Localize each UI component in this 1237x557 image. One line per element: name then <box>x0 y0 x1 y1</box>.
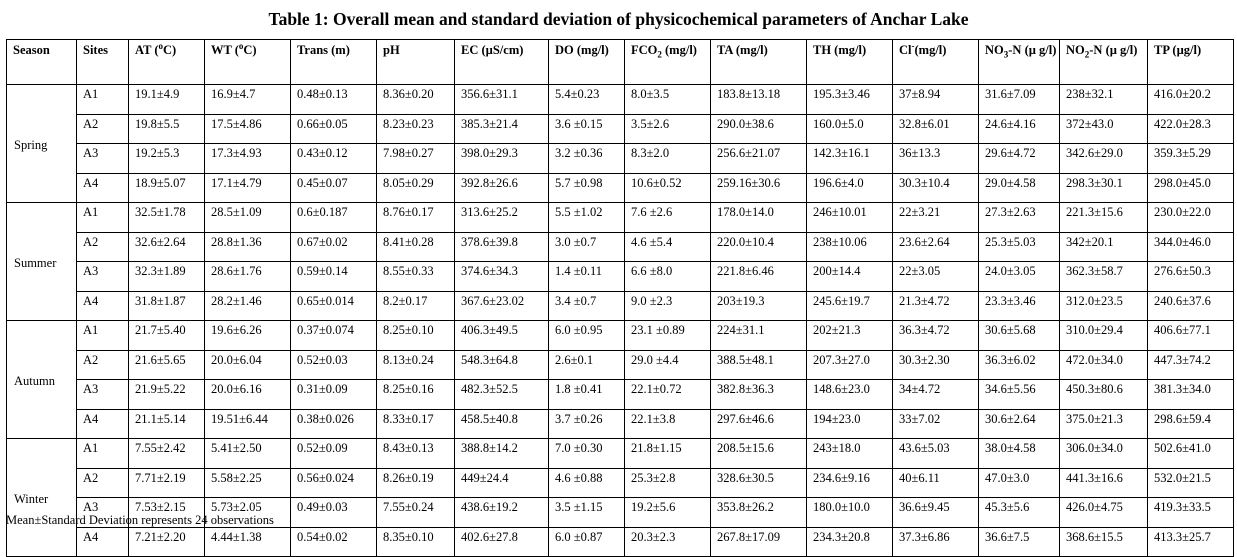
season-cell: Spring <box>7 85 77 203</box>
season-cell: Autumn <box>7 321 77 439</box>
site-cell: A3 <box>77 262 129 292</box>
column-header: Trans (m) <box>291 40 377 85</box>
value-cell: 234.3±20.8 <box>807 527 893 557</box>
value-cell: 422.0±28.3 <box>1148 114 1234 144</box>
value-cell: 297.6±46.6 <box>711 409 807 439</box>
value-cell: 8.0±3.5 <box>625 85 711 115</box>
table-row <box>7 527 1234 557</box>
value-cell: 28.8±1.36 <box>205 232 291 262</box>
value-cell: 36.6±7.5 <box>979 527 1060 557</box>
value-cell: 482.3±52.5 <box>455 380 549 410</box>
value-cell: 368.6±15.5 <box>1060 527 1148 557</box>
site-cell: A2 <box>77 232 129 262</box>
table-row <box>7 232 1234 262</box>
value-cell: 8.25±0.16 <box>377 380 455 410</box>
value-cell: 359.3±5.29 <box>1148 144 1234 174</box>
value-cell: 298.3±30.1 <box>1060 173 1148 203</box>
value-cell: 406.3±49.5 <box>455 321 549 351</box>
table-body <box>7 85 1234 557</box>
value-cell: 32.3±1.89 <box>129 262 205 292</box>
column-header: EC (µS/cm) <box>455 40 549 85</box>
value-cell: 388.8±14.2 <box>455 439 549 469</box>
value-cell: 8.25±0.10 <box>377 321 455 351</box>
value-cell: 441.3±16.6 <box>1060 468 1148 498</box>
value-cell: 22.1±0.72 <box>625 380 711 410</box>
value-cell: 16.9±4.7 <box>205 85 291 115</box>
value-cell: 313.6±25.2 <box>455 203 549 233</box>
value-cell: 1.8 ±0.41 <box>549 380 625 410</box>
column-header: $FCO_2$ (mg/l) <box>625 40 711 85</box>
value-cell: 5.41±2.50 <box>205 439 291 469</box>
value-cell: 240.6±37.6 <box>1148 291 1234 321</box>
value-cell: 449±24.4 <box>455 468 549 498</box>
value-cell: 21.8±1.15 <box>625 439 711 469</box>
header-row <box>7 40 1234 85</box>
value-cell: 0.65±0.014 <box>291 291 377 321</box>
value-cell: 21.3±4.72 <box>893 291 979 321</box>
value-cell: 0.52±0.03 <box>291 350 377 380</box>
value-cell: 178.0±14.0 <box>711 203 807 233</box>
value-cell: 238±10.06 <box>807 232 893 262</box>
value-cell: 33±7.02 <box>893 409 979 439</box>
value-cell: 45.3±5.6 <box>979 498 1060 528</box>
value-cell: 2.6±0.1 <box>549 350 625 380</box>
value-cell: 17.3±4.93 <box>205 144 291 174</box>
value-cell: 8.26±0.19 <box>377 468 455 498</box>
table-row <box>7 203 1234 233</box>
table-row <box>7 409 1234 439</box>
value-cell: 17.1±4.79 <box>205 173 291 203</box>
value-cell: 382.8±36.3 <box>711 380 807 410</box>
site-cell: A2 <box>77 114 129 144</box>
value-cell: 378.6±39.8 <box>455 232 549 262</box>
value-cell: 28.5±1.09 <box>205 203 291 233</box>
table-row <box>7 114 1234 144</box>
value-cell: 183.8±13.18 <box>711 85 807 115</box>
value-cell: 29.0±4.58 <box>979 173 1060 203</box>
value-cell: 30.6±2.64 <box>979 409 1060 439</box>
value-cell: 19.51±6.44 <box>205 409 291 439</box>
value-cell: 256.6±21.07 <box>711 144 807 174</box>
value-cell: 36.3±6.02 <box>979 350 1060 380</box>
value-cell: 21.7±5.40 <box>129 321 205 351</box>
value-cell: 1.4 ±0.11 <box>549 262 625 292</box>
season-cell: Winter <box>7 439 77 557</box>
column-header: TP (µg/l) <box>1148 40 1234 85</box>
value-cell: 221.3±15.6 <box>1060 203 1148 233</box>
value-cell: 3.5 ±1.15 <box>549 498 625 528</box>
value-cell: 19.6±6.26 <box>205 321 291 351</box>
value-cell: 0.37±0.074 <box>291 321 377 351</box>
value-cell: 5.73±2.05 <box>205 498 291 528</box>
value-cell: 32.5±1.78 <box>129 203 205 233</box>
column-header: AT ($^o$C) <box>129 40 205 85</box>
value-cell: 259.16±30.6 <box>711 173 807 203</box>
value-cell: 28.2±1.46 <box>205 291 291 321</box>
value-cell: 532.0±21.5 <box>1148 468 1234 498</box>
table-row <box>7 468 1234 498</box>
value-cell: 23.3±3.46 <box>979 291 1060 321</box>
value-cell: 353.8±26.2 <box>711 498 807 528</box>
value-cell: 344.0±46.0 <box>1148 232 1234 262</box>
value-cell: 362.3±58.7 <box>1060 262 1148 292</box>
value-cell: 8.35±0.10 <box>377 527 455 557</box>
value-cell: 8.05±0.29 <box>377 173 455 203</box>
value-cell: 328.6±30.5 <box>711 468 807 498</box>
value-cell: 142.3±16.1 <box>807 144 893 174</box>
value-cell: 221.8±6.46 <box>711 262 807 292</box>
value-cell: 20.0±6.04 <box>205 350 291 380</box>
value-cell: 5.58±2.25 <box>205 468 291 498</box>
value-cell: 194±23.0 <box>807 409 893 439</box>
value-cell: 8.23±0.23 <box>377 114 455 144</box>
value-cell: 30.3±2.30 <box>893 350 979 380</box>
value-cell: 548.3±64.8 <box>455 350 549 380</box>
table-row <box>7 350 1234 380</box>
value-cell: 10.6±0.52 <box>625 173 711 203</box>
value-cell: 372±43.0 <box>1060 114 1148 144</box>
value-cell: 200±14.4 <box>807 262 893 292</box>
table-row <box>7 173 1234 203</box>
value-cell: 0.59±0.14 <box>291 262 377 292</box>
value-cell: 21.1±5.14 <box>129 409 205 439</box>
value-cell: 367.6±23.02 <box>455 291 549 321</box>
table-row <box>7 380 1234 410</box>
value-cell: 7.71±2.19 <box>129 468 205 498</box>
table-title: Table 1: Overall mean and standard deviation of physicochemical parameters of Anchar Lake <box>268 9 969 29</box>
value-cell: 19.2±5.6 <box>625 498 711 528</box>
value-cell: 23.6±2.64 <box>893 232 979 262</box>
value-cell: 180.0±10.0 <box>807 498 893 528</box>
value-cell: 450.3±80.6 <box>1060 380 1148 410</box>
table-row <box>7 262 1234 292</box>
value-cell: 3.5±2.6 <box>625 114 711 144</box>
value-cell: 196.6±4.0 <box>807 173 893 203</box>
value-cell: 36.6±9.45 <box>893 498 979 528</box>
value-cell: 5.4±0.23 <box>549 85 625 115</box>
value-cell: 0.6±0.187 <box>291 203 377 233</box>
value-cell: 298.6±59.4 <box>1148 409 1234 439</box>
value-cell: 32.6±2.64 <box>129 232 205 262</box>
value-cell: 5.5 ±1.02 <box>549 203 625 233</box>
value-cell: 234.6±9.16 <box>807 468 893 498</box>
column-header: $NO_3-N$ (µ g/l) <box>979 40 1060 85</box>
value-cell: 342.6±29.0 <box>1060 144 1148 174</box>
value-cell: 7.98±0.27 <box>377 144 455 174</box>
value-cell: 4.6 ±5.4 <box>625 232 711 262</box>
value-cell: 3.6 ±0.15 <box>549 114 625 144</box>
physicochemical-table <box>6 39 1234 557</box>
value-cell: 392.8±26.6 <box>455 173 549 203</box>
value-cell: 238±32.1 <box>1060 85 1148 115</box>
value-cell: 0.52±0.09 <box>291 439 377 469</box>
value-cell: 310.0±29.4 <box>1060 321 1148 351</box>
value-cell: 0.54±0.02 <box>291 527 377 557</box>
value-cell: 298.0±45.0 <box>1148 173 1234 203</box>
value-cell: 21.6±5.65 <box>129 350 205 380</box>
value-cell: 458.5±40.8 <box>455 409 549 439</box>
column-header: $NO_2-N$ (µ g/l) <box>1060 40 1148 85</box>
value-cell: 447.3±74.2 <box>1148 350 1234 380</box>
value-cell: 20.0±6.16 <box>205 380 291 410</box>
site-cell: A4 <box>77 173 129 203</box>
value-cell: 22±3.05 <box>893 262 979 292</box>
value-cell: 148.6±23.0 <box>807 380 893 410</box>
value-cell: 8.76±0.17 <box>377 203 455 233</box>
value-cell: 8.55±0.33 <box>377 262 455 292</box>
value-cell: 28.6±1.76 <box>205 262 291 292</box>
value-cell: 18.9±5.07 <box>129 173 205 203</box>
value-cell: 160.0±5.0 <box>807 114 893 144</box>
value-cell: 402.6±27.8 <box>455 527 549 557</box>
value-cell: 8.33±0.17 <box>377 409 455 439</box>
value-cell: 3.2 ±0.36 <box>549 144 625 174</box>
table-row <box>7 321 1234 351</box>
column-header: WT ($^o$C) <box>205 40 291 85</box>
value-cell: 208.5±15.6 <box>711 439 807 469</box>
value-cell: 220.0±10.4 <box>711 232 807 262</box>
table-row <box>7 439 1234 469</box>
value-cell: 0.45±0.07 <box>291 173 377 203</box>
site-cell: A3 <box>77 498 129 528</box>
value-cell: 37.3±6.86 <box>893 527 979 557</box>
value-cell: 0.56±0.024 <box>291 468 377 498</box>
site-cell: A4 <box>77 291 129 321</box>
value-cell: 36.3±4.72 <box>893 321 979 351</box>
value-cell: 438.6±19.2 <box>455 498 549 528</box>
value-cell: 375.0±21.3 <box>1060 409 1148 439</box>
value-cell: 21.9±5.22 <box>129 380 205 410</box>
value-cell: 9.0 ±2.3 <box>625 291 711 321</box>
value-cell: 8.2±0.17 <box>377 291 455 321</box>
site-cell: A1 <box>77 321 129 351</box>
value-cell: 276.6±50.3 <box>1148 262 1234 292</box>
value-cell: 0.49±0.03 <box>291 498 377 528</box>
value-cell: 6.0 ±0.95 <box>549 321 625 351</box>
site-cell: A1 <box>77 85 129 115</box>
table-row <box>7 85 1234 115</box>
value-cell: 230.0±22.0 <box>1148 203 1234 233</box>
value-cell: 24.6±4.16 <box>979 114 1060 144</box>
value-cell: 37±8.94 <box>893 85 979 115</box>
value-cell: 5.7 ±0.98 <box>549 173 625 203</box>
column-header: Sites <box>77 40 129 85</box>
value-cell: 29.6±4.72 <box>979 144 1060 174</box>
value-cell: 419.3±33.5 <box>1148 498 1234 528</box>
value-cell: 36±13.3 <box>893 144 979 174</box>
site-cell: A4 <box>77 527 129 557</box>
value-cell: 306.0±34.0 <box>1060 439 1148 469</box>
value-cell: 502.6±41.0 <box>1148 439 1234 469</box>
value-cell: 406.6±77.1 <box>1148 321 1234 351</box>
value-cell: 25.3±2.8 <box>625 468 711 498</box>
value-cell: 426.0±4.75 <box>1060 498 1148 528</box>
value-cell: 0.67±0.02 <box>291 232 377 262</box>
value-cell: 19.1±4.9 <box>129 85 205 115</box>
value-cell: 398.0±29.3 <box>455 144 549 174</box>
site-cell: A2 <box>77 468 129 498</box>
value-cell: 38.0±4.58 <box>979 439 1060 469</box>
value-cell: 17.5±4.86 <box>205 114 291 144</box>
value-cell: 40±6.11 <box>893 468 979 498</box>
column-header: pH <box>377 40 455 85</box>
value-cell: 0.43±0.12 <box>291 144 377 174</box>
value-cell: 31.6±7.09 <box>979 85 1060 115</box>
value-cell: 7.53±2.15 <box>129 498 205 528</box>
value-cell: 385.3±21.4 <box>455 114 549 144</box>
value-cell: 388.5±48.1 <box>711 350 807 380</box>
value-cell: 8.36±0.20 <box>377 85 455 115</box>
column-header: DO (mg/l) <box>549 40 625 85</box>
value-cell: 3.4 ±0.7 <box>549 291 625 321</box>
value-cell: 43.6±5.03 <box>893 439 979 469</box>
table-footnote: Mean±Standard Deviation represents 24 observations <box>6 513 274 527</box>
site-cell: A1 <box>77 203 129 233</box>
value-cell: 32.8±6.01 <box>893 114 979 144</box>
value-cell: 34±4.72 <box>893 380 979 410</box>
value-cell: 3.0 ±0.7 <box>549 232 625 262</box>
value-cell: 224±31.1 <box>711 321 807 351</box>
value-cell: 4.44±1.38 <box>205 527 291 557</box>
value-cell: 34.6±5.56 <box>979 380 1060 410</box>
site-cell: A3 <box>77 144 129 174</box>
value-cell: 0.38±0.026 <box>291 409 377 439</box>
value-cell: 8.43±0.13 <box>377 439 455 469</box>
value-cell: 374.6±34.3 <box>455 262 549 292</box>
value-cell: 24.0±3.05 <box>979 262 1060 292</box>
table-row <box>7 144 1234 174</box>
column-header: TH (mg/l) <box>807 40 893 85</box>
value-cell: 267.8±17.09 <box>711 527 807 557</box>
column-header: Cl-(mg/l) <box>893 40 979 85</box>
value-cell: 31.8±1.87 <box>129 291 205 321</box>
value-cell: 30.3±10.4 <box>893 173 979 203</box>
column-header: Season <box>7 40 77 85</box>
value-cell: 312.0±23.5 <box>1060 291 1148 321</box>
value-cell: 472.0±34.0 <box>1060 350 1148 380</box>
value-cell: 30.6±5.68 <box>979 321 1060 351</box>
value-cell: 23.1 ±0.89 <box>625 321 711 351</box>
value-cell: 8.3±2.0 <box>625 144 711 174</box>
value-cell: 20.3±2.3 <box>625 527 711 557</box>
value-cell: 342±20.1 <box>1060 232 1148 262</box>
value-cell: 6.6 ±8.0 <box>625 262 711 292</box>
value-cell: 27.3±2.63 <box>979 203 1060 233</box>
value-cell: 7.55±2.42 <box>129 439 205 469</box>
value-cell: 290.0±38.6 <box>711 114 807 144</box>
value-cell: 29.0 ±4.4 <box>625 350 711 380</box>
value-cell: 7.0 ±0.30 <box>549 439 625 469</box>
value-cell: 246±10.01 <box>807 203 893 233</box>
value-cell: 22.1±3.8 <box>625 409 711 439</box>
site-cell: A2 <box>77 350 129 380</box>
value-cell: 0.31±0.09 <box>291 380 377 410</box>
value-cell: 7.55±0.24 <box>377 498 455 528</box>
value-cell: 3.7 ±0.26 <box>549 409 625 439</box>
value-cell: 207.3±27.0 <box>807 350 893 380</box>
value-cell: 195.3±3.46 <box>807 85 893 115</box>
value-cell: 8.41±0.28 <box>377 232 455 262</box>
value-cell: 25.3±5.03 <box>979 232 1060 262</box>
value-cell: 413.3±25.7 <box>1148 527 1234 557</box>
value-cell: 356.6±31.1 <box>455 85 549 115</box>
column-header: TA (mg/l) <box>711 40 807 85</box>
value-cell: 7.21±2.20 <box>129 527 205 557</box>
site-cell: A4 <box>77 409 129 439</box>
value-cell: 7.6 ±2.6 <box>625 203 711 233</box>
value-cell: 19.2±5.3 <box>129 144 205 174</box>
value-cell: 243±18.0 <box>807 439 893 469</box>
value-cell: 245.6±19.7 <box>807 291 893 321</box>
value-cell: 202±21.3 <box>807 321 893 351</box>
site-cell: A3 <box>77 380 129 410</box>
table-row <box>7 291 1234 321</box>
value-cell: 0.66±0.05 <box>291 114 377 144</box>
value-cell: 203±19.3 <box>711 291 807 321</box>
season-cell: Summer <box>7 203 77 321</box>
value-cell: 0.48±0.13 <box>291 85 377 115</box>
value-cell: 381.3±34.0 <box>1148 380 1234 410</box>
value-cell: 4.6 ±0.88 <box>549 468 625 498</box>
value-cell: 416.0±20.2 <box>1148 85 1234 115</box>
value-cell: 19.8±5.5 <box>129 114 205 144</box>
value-cell: 22±3.21 <box>893 203 979 233</box>
value-cell: 47.0±3.0 <box>979 468 1060 498</box>
site-cell: A1 <box>77 439 129 469</box>
value-cell: 8.13±0.24 <box>377 350 455 380</box>
value-cell: 6.0 ±0.87 <box>549 527 625 557</box>
